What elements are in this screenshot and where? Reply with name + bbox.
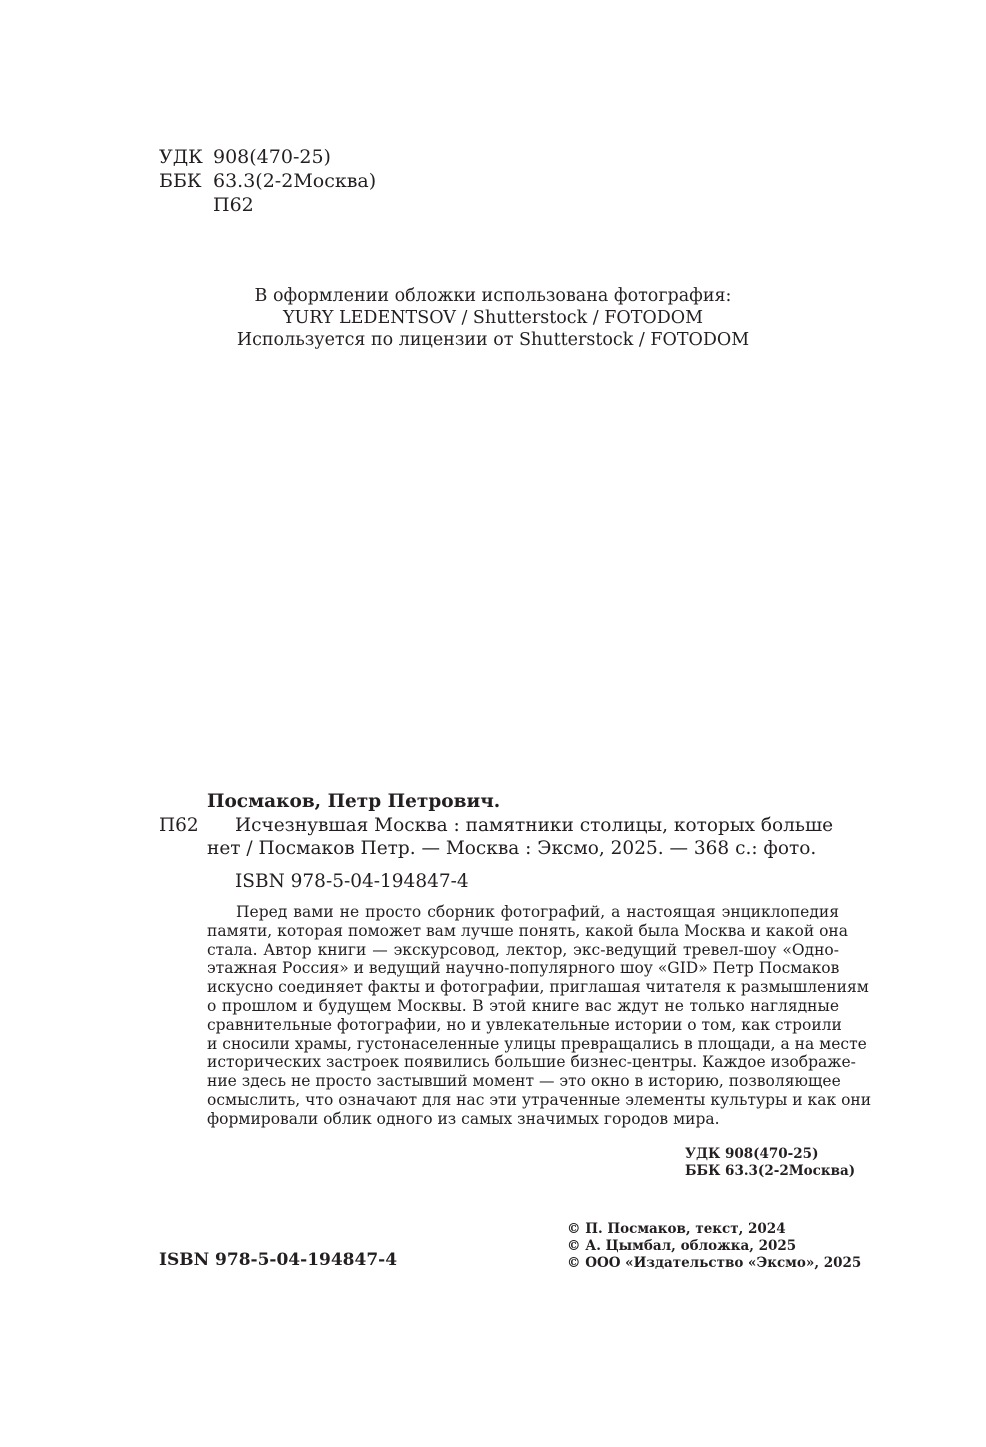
- annotation-line: ние здесь не просто застывший момент — это окно в историю, позволяющее: [207, 1072, 841, 1091]
- bottom-udk: УДК 908(470-25): [685, 1146, 819, 1162]
- annotation-line: этажная Россия» и ведущий научно-популярного шоу «GID» Петр Посмаков: [207, 959, 840, 978]
- copyright-line: © А. Цымбал, обложка, 2025: [567, 1238, 797, 1254]
- udk-label: УДК: [159, 146, 203, 168]
- annotation-line: искусно соединяет факты и фотографии, приглашая читателя к размышлениям: [207, 978, 869, 997]
- annotation-line: сравнительные фотографии, но и увлекательные истории о том, как строили: [207, 1015, 842, 1034]
- copyright-line: © П. Посмаков, текст, 2024: [567, 1221, 786, 1237]
- author-mark: П62: [213, 194, 254, 216]
- catalog-title-line2: нет / Посмаков Петр. — Москва : Эксмо, 2025. — 368 с.: фото.: [207, 838, 817, 859]
- cover-credit-line3: Используется по лицензии от Shutterstock / FOTODOM: [236, 330, 750, 350]
- copyright-line: © ООО «Издательство «Эксмо», 2025: [567, 1255, 862, 1271]
- annotation: [207, 903, 872, 1129]
- bottom-bbk: ББК 63.3(2-2Москва): [685, 1163, 856, 1179]
- catalog-title-line1: Исчезнувшая Москва : памятники столицы, которых больше: [235, 815, 834, 836]
- annotation-line: исторических застроек появились большие бизнес-центры. Каждое изображе-: [207, 1053, 856, 1072]
- udk-value: 908(470-25): [213, 146, 331, 168]
- catalog-isbn: ISBN 978-5-04-194847-4: [235, 871, 469, 892]
- annotation-line: памяти, которая поможет вам лучше понять, какой была Москва и какой она: [207, 921, 848, 940]
- cover-credit-line2: YURY LEDENTSOV / Shutterstock / FOTODOM: [282, 308, 704, 328]
- bbk-label: ББК: [159, 170, 202, 192]
- cover-credit-line1: В оформлении обложки использована фотография:: [254, 286, 732, 306]
- footer-isbn: ISBN 978-5-04-194847-4: [159, 1250, 398, 1270]
- annotation-line: и сносили храмы, густонаселенные улицы превращались в площади, а на месте: [207, 1034, 867, 1053]
- bbk-value: 63.3(2-2Москва): [213, 170, 377, 192]
- catalog-author-heading: Посмаков, Петр Петрович.: [207, 791, 501, 812]
- catalog-mark: П62: [159, 815, 199, 836]
- annotation-line: о прошлом и будущем Москвы. В этой книге вас ждут не только наглядные: [207, 996, 839, 1015]
- annotation-line: осмыслить, что означают для нас эти утраченные элементы культуры и как они: [207, 1090, 872, 1109]
- annotation-line: стала. Автор книги — экскурсовод, лектор, экс-ведущий тревел-шоу «Одно-: [207, 940, 839, 959]
- annotation-line: Перед вами не просто сборник фотографий, а настоящая энциклопедия: [236, 903, 839, 921]
- annotation-line: формировали облик одного из самых значимых городов мира.: [207, 1109, 720, 1128]
